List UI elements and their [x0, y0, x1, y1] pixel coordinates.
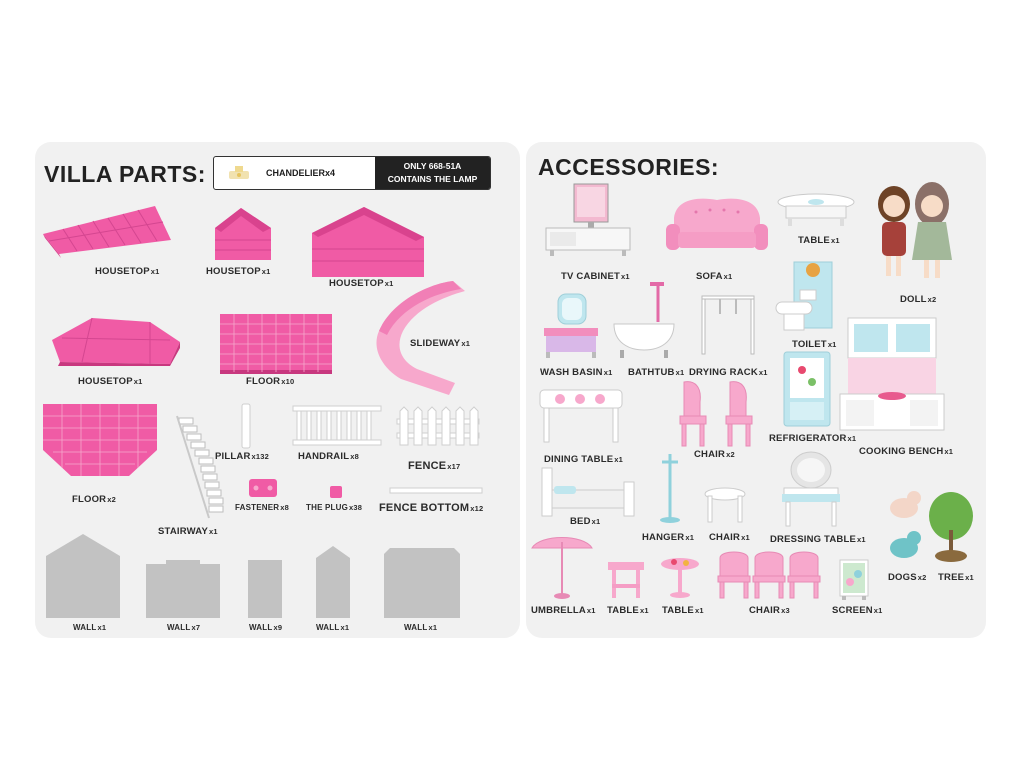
- chair-label-3: CHAIRx3: [749, 605, 790, 616]
- handrail-image: [293, 404, 381, 448]
- dining-table-label: DINING TABLEx1: [544, 454, 623, 465]
- refrigerator-label: REFRIGERATORx1: [769, 433, 857, 444]
- villa-parts-panel: [35, 142, 520, 638]
- accessories-heading: ACCESSORIES:: [538, 154, 720, 180]
- housetop-label-3: HOUSETOPx1: [329, 278, 394, 289]
- table-label-3: TABLEx1: [662, 605, 704, 616]
- housetop-wide-image: [312, 207, 424, 277]
- housetop-label-1: HOUSETOPx1: [95, 266, 160, 277]
- dining-table-image: [540, 390, 622, 446]
- umbrella-label: UMBRELLAx1: [531, 605, 596, 616]
- tree-image: [926, 490, 976, 564]
- dogs-label: DOGSx2: [888, 572, 927, 583]
- doll-label: DOLLx2: [900, 294, 937, 305]
- tree-label: TREEx1: [938, 572, 974, 583]
- table-label-2: TABLEx1: [607, 605, 649, 616]
- wall-image-1: [46, 534, 120, 618]
- cooking-bench-image: [840, 318, 944, 434]
- fastener-label: FASTENERx8: [235, 503, 290, 512]
- wall-image-2: [146, 560, 220, 618]
- wall-label-5: WALLx1: [404, 623, 438, 632]
- drying-rack-image: [700, 294, 756, 354]
- screen-image: [840, 560, 868, 600]
- housetop-label-2: HOUSETOPx1: [206, 266, 271, 277]
- dressing-table-image: [780, 452, 842, 528]
- bathtub-label: BATHTUBx1: [628, 367, 685, 378]
- toilet-image: [776, 258, 838, 332]
- toilet-label: TOILETx1: [792, 339, 837, 350]
- wall-image-5: [384, 548, 460, 618]
- wash-basin-label: WASH BASINx1: [540, 367, 613, 378]
- pillar-label: PILLARx132: [215, 451, 270, 462]
- floor-panel-image: [220, 314, 332, 374]
- hanger-image: [658, 454, 682, 524]
- sofa-image: [666, 196, 768, 256]
- wall-label-2: WALLx7: [167, 623, 201, 632]
- housetop-long-image: [43, 206, 173, 258]
- pink-chairs-x3-image: [718, 550, 820, 600]
- hanger-label: HANGERx1: [642, 532, 695, 543]
- pink-chairs-image: [678, 382, 758, 446]
- small-table-image-1: [608, 562, 644, 598]
- coffee-table-image: [778, 194, 854, 228]
- fastener-image: [249, 479, 277, 497]
- stairway-image: [175, 414, 225, 522]
- wall-image-3: [248, 560, 282, 618]
- floor-corner-image: [43, 404, 157, 476]
- fence-image: [397, 407, 479, 445]
- white-chair-image: [704, 488, 746, 524]
- dressing-table-label: DRESSING TABLEx1: [770, 534, 866, 545]
- bed-label: BEDx1: [570, 516, 601, 527]
- bathtub-image: [612, 282, 676, 360]
- villa-parts-heading: VILLA PARTS:: [44, 161, 206, 187]
- sofa-label: SOFAx1: [696, 271, 733, 282]
- drying-rack-label: DRYING RACKx1: [689, 367, 768, 378]
- slideway-label: SLIDEWAYx1: [410, 338, 471, 349]
- umbrella-image: [530, 532, 594, 600]
- cooking-bench-label: COOKING BENCHx1: [859, 446, 954, 457]
- floor-label-1: FLOORx10: [246, 376, 295, 387]
- fence-label: FENCEx17: [408, 460, 461, 472]
- housetop-dome-image: [52, 318, 180, 366]
- chair-label-2: CHAIRx1: [709, 532, 750, 543]
- chandelier-image: [226, 163, 252, 183]
- housetop-label-4: HOUSETOPx1: [78, 376, 143, 387]
- chandelier-box: [213, 156, 491, 190]
- chair-label-1: CHAIRx2: [694, 449, 735, 460]
- coffee-table-label: TABLEx1: [798, 235, 840, 246]
- stairway-label: STAIRWAYx1: [158, 526, 218, 537]
- chandelier-label: CHANDELIERx4: [266, 168, 336, 178]
- tv-cabinet-image: [546, 184, 630, 256]
- fence-bottom-label: FENCE BOTTOMx12: [379, 502, 484, 514]
- wash-basin-image: [540, 292, 602, 358]
- handrail-label: HANDRAILx8: [298, 451, 359, 462]
- fence-bottom-image: [390, 488, 482, 494]
- pillar-image: [240, 404, 252, 448]
- wall-label-1: WALLx1: [73, 623, 107, 632]
- screen-label: SCREENx1: [832, 605, 883, 616]
- refrigerator-image: [784, 352, 830, 426]
- floor-label-2: FLOORx2: [72, 494, 116, 505]
- plug-image: [330, 486, 342, 498]
- dolls-image: [874, 184, 954, 284]
- lamp-note: ONLY 668-51A CONTAINS THE LAMP: [375, 157, 490, 189]
- housetop-small-image: [215, 208, 271, 260]
- bed-image: [542, 468, 634, 518]
- dogs-image: [884, 488, 926, 564]
- wall-label-4: WALLx1: [316, 623, 350, 632]
- tv-cabinet-label: TV CABINETx1: [561, 271, 630, 282]
- small-table-image-2: [660, 558, 700, 598]
- plug-label: THE PLUGx38: [306, 503, 363, 512]
- wall-label-3: WALLx9: [249, 623, 283, 632]
- wall-image-4: [316, 546, 350, 618]
- accessories-panel: [526, 142, 986, 638]
